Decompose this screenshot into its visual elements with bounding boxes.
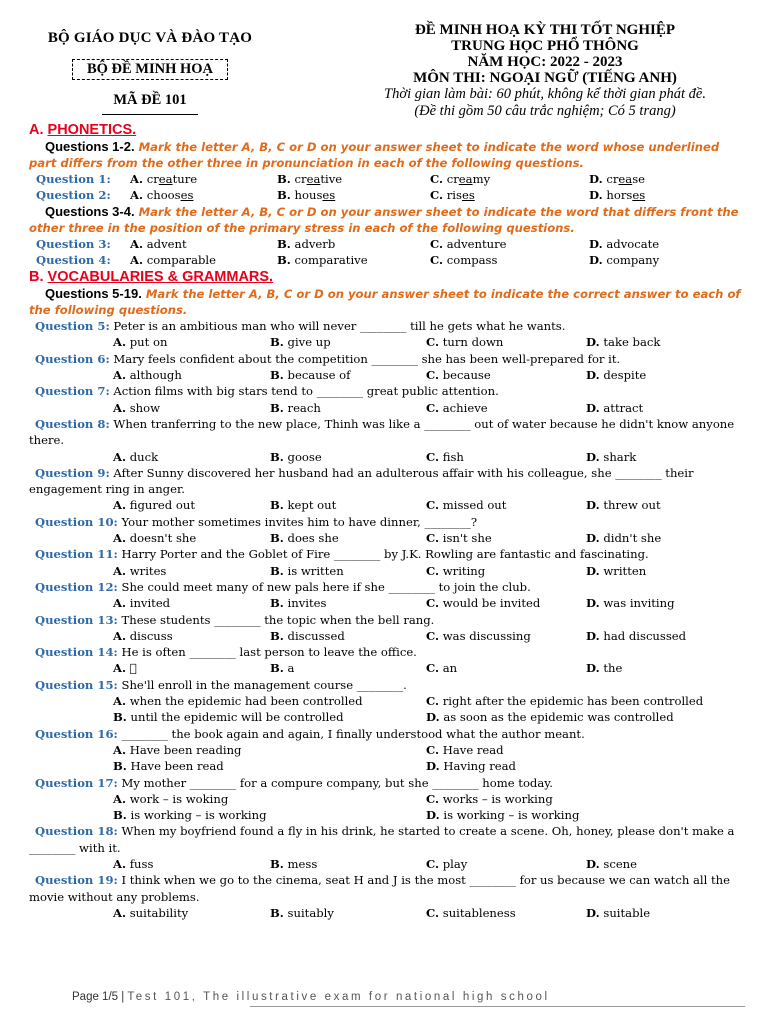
- instruction-5-19: Questions 5-19. Mark the letter A, B, C or D on your answer sheet to indicate the correct answer to each of the following questions.: [29, 286, 741, 318]
- question-stem: Question 13: These students ________ the topic when the bell rang.: [35, 612, 435, 627]
- option-d[interactable]: D. horses: [589, 188, 646, 203]
- option-b[interactable]: B. kept out: [270, 498, 337, 513]
- option-d[interactable]: D. threw out: [586, 498, 661, 513]
- time-limit: Thời gian làm bài: 60 phút, không kể thời gian phát đề.: [384, 86, 706, 102]
- section-b-heading: B. VOCABULARIES & GRAMMARS.: [29, 269, 274, 286]
- option-a[interactable]: A. although: [113, 368, 182, 383]
- page-footer: [72, 991, 752, 1003]
- option-b[interactable]: B. houses: [277, 188, 336, 203]
- question-options: [29, 791, 745, 807]
- option-c[interactable]: C. achieve: [426, 400, 488, 415]
- option-d[interactable]: D. advocate: [589, 236, 660, 251]
- question-block: [29, 546, 745, 579]
- option-c[interactable]: C. missed out: [426, 498, 507, 513]
- option-a[interactable]: A. invited: [113, 596, 171, 611]
- option-b[interactable]: B. suitably: [270, 905, 334, 920]
- question-block: [29, 318, 745, 351]
- question-options: [29, 400, 745, 416]
- exam-title-2: TRUNG HỌC PHỔ THÔNG: [451, 38, 639, 54]
- question-options: [29, 334, 745, 350]
- option-b[interactable]: B. is working – is working: [113, 808, 267, 823]
- option-a[interactable]: A. doesn't she: [113, 531, 197, 546]
- question-options: [29, 758, 745, 774]
- question-block: [29, 726, 745, 775]
- option-d[interactable]: D. company: [589, 252, 660, 267]
- option-a[interactable]: A. figured out: [113, 498, 195, 513]
- question-options: [29, 709, 745, 725]
- option-a[interactable]: A. fuss: [113, 856, 154, 871]
- option-b[interactable]: B. give up: [270, 335, 331, 350]
- question-options: [29, 530, 745, 546]
- option-c[interactable]: C. creamy: [430, 172, 491, 186]
- question-block: [29, 514, 745, 547]
- option-d[interactable]: D. attract: [586, 400, 644, 415]
- option-a[interactable]: A. comparable: [130, 252, 216, 267]
- exam-code: MÃ ĐỀ 101: [113, 92, 187, 108]
- option-d[interactable]: D. scene: [586, 856, 638, 871]
- option-b[interactable]: B. discussed: [270, 628, 345, 643]
- exam-title-1: ĐỀ MINH HOẠ KỲ THI TỐT NGHIỆP: [414, 22, 676, 38]
- ministry-name: BỘ GIÁO DỤC VÀ ĐÀO TẠO: [47, 30, 253, 46]
- exam-set-label: BỘ ĐỀ MINH HOẠ: [72, 59, 228, 80]
- option-a[interactable]: A. put on: [113, 335, 168, 350]
- exam-content: [29, 121, 745, 921]
- code-underline: [102, 114, 198, 115]
- option-c[interactable]: C. right after the epidemic has been controlled: [426, 694, 704, 709]
- question-options: [29, 628, 745, 644]
- question-stem: Question 7: Action films with big stars tend to ________ great public attention.: [35, 384, 499, 399]
- option-c[interactable]: C. fish: [426, 449, 464, 464]
- option-d[interactable]: D. shark: [586, 449, 637, 464]
- question-options: [29, 856, 745, 872]
- question-options: [29, 497, 745, 513]
- option-b[interactable]: B. does she: [270, 531, 339, 546]
- page-number: Page 1/5 |: [72, 991, 128, 1003]
- question-stem: Question 11: Harry Porter and the Goblet of Fire ________ by J.K. Rowling are fantastic and fascinating.: [35, 547, 649, 562]
- question-stem: Question 18: When my boyfriend found a fly in his drink, he started to create a scene. Oh, honey, please don't make a ________ with it.: [29, 824, 735, 855]
- option-b[interactable]: B. adverb: [277, 236, 336, 251]
- option-b[interactable]: B. reach: [270, 400, 321, 415]
- option-c[interactable]: C. because: [426, 368, 491, 383]
- question-options: [29, 742, 745, 758]
- question-2: Question 2: A. chooses B. houses C. rises D. horses: [36, 188, 646, 203]
- option-c[interactable]: C. an: [426, 661, 458, 676]
- question-block: [29, 872, 745, 921]
- option-b[interactable]: B. Have been read: [113, 759, 224, 774]
- question-3: Question 3: A. advent B. adverb C. adventure D. advocate: [36, 236, 660, 251]
- option-c[interactable]: C. was discussing: [426, 628, 531, 643]
- option-a[interactable]: A. work – is woking: [113, 791, 229, 806]
- option-b[interactable]: B. goose: [270, 449, 322, 464]
- option-b[interactable]: B. invites: [270, 596, 327, 611]
- option-a[interactable]: A. when the epidemic had been controlled: [113, 694, 363, 709]
- option-d[interactable]: D. the: [586, 661, 623, 676]
- option-d[interactable]: D. was inviting: [586, 596, 675, 611]
- option-c[interactable]: C. compass: [430, 252, 498, 267]
- option-d[interactable]: D. despite: [586, 368, 647, 383]
- option-c[interactable]: C. would be invited: [426, 596, 541, 611]
- option-a[interactable]: A. discuss: [113, 628, 173, 643]
- question-block: [29, 612, 745, 645]
- exam-note: (Đề thi gồm 50 câu trắc nghiệm; Có 5 trang): [414, 103, 676, 119]
- question-stem: Question 15: She'll enroll in the management course ________.: [35, 677, 407, 692]
- option-b[interactable]: B. until the epidemic will be controlled: [113, 710, 344, 725]
- option-d[interactable]: D. is working – is working: [426, 808, 580, 823]
- option-b[interactable]: B. is written: [270, 563, 344, 578]
- question-stem: Question 9: After Sunny discovered her husband had an adulterous affair with his colleague, she ________ their engagement ring in anger.: [29, 465, 694, 497]
- option-d[interactable]: D. had discussed: [586, 628, 687, 643]
- questions-15-17: [29, 677, 745, 824]
- option-b[interactable]: B. comparative: [277, 252, 368, 267]
- option-d[interactable]: D. Having read: [426, 759, 516, 774]
- question-options: [29, 660, 745, 676]
- option-c[interactable]: C. works – is working: [426, 791, 553, 806]
- option-d[interactable]: D. as soon as the epidemic was controlled: [426, 710, 674, 725]
- instruction-1-2: Questions 1-2. Mark the letter A, B, C or D on your answer sheet to indicate the word whose underlined part differs from the other three in pronunciation in each of the following questions.: [29, 139, 720, 170]
- question-options: [29, 905, 745, 921]
- option-a[interactable]: A. duck: [113, 449, 159, 464]
- question-block: [29, 351, 745, 384]
- question-stem: Question 10: Your mother sometimes invites him to have dinner, ________?: [35, 514, 478, 529]
- question-stem: Question 12: She could meet many of new pals here if she ________ to join the club.: [35, 579, 531, 594]
- question-options: [29, 693, 745, 709]
- questions-18-19: [29, 823, 745, 921]
- question-options: [29, 563, 745, 579]
- option-b[interactable]: B. mess: [270, 856, 318, 871]
- subject: MÔN THI: NGOẠI NGỮ (TIẾNG ANH): [413, 70, 677, 86]
- option-c[interactable]: C. turn down: [426, 335, 504, 350]
- option-a[interactable]: A. show: [113, 400, 161, 415]
- footer-subtitle: Test 101, The illustrative exam for national high school: [127, 991, 550, 1003]
- question-1: Question 1: A. creature B. creative C. creamy D. crease: [36, 172, 646, 186]
- option-d[interactable]: D. written: [586, 563, 647, 578]
- option-d[interactable]: D. take back: [586, 335, 661, 350]
- question-stem: Question 5: Peter is an ambitious man who will never ________ till he gets what he wants.: [35, 319, 566, 334]
- option-a[interactable]: A. creature: [130, 172, 198, 186]
- option-b[interactable]: B. creative: [277, 172, 343, 186]
- section-a-heading: A. PHONETICS.: [29, 122, 137, 138]
- option-c[interactable]: C. rises: [430, 188, 475, 203]
- question-block: [29, 579, 745, 612]
- option-c[interactable]: C. suitableness: [426, 905, 516, 920]
- option-a[interactable]: A. advent: [130, 236, 187, 251]
- option-c[interactable]: C. adventure: [430, 236, 507, 251]
- question-stem: Question 6: Mary feels confident about the competition ________ she has been well-prepared for it.: [35, 351, 621, 366]
- option-a[interactable]: A.: [113, 661, 127, 676]
- question-block: [29, 677, 745, 726]
- question-options: [29, 367, 745, 383]
- option-d[interactable]: D. didn't she: [586, 531, 662, 546]
- option-c[interactable]: C. writing: [426, 563, 486, 578]
- option-a[interactable]: A. writes: [113, 563, 167, 578]
- question-stem: Question 19: I think when we go to the cinema, seat H and J is the most ________ for us because we can watch all the movie without any problems.: [29, 873, 730, 904]
- question-block: [29, 383, 745, 416]
- question-block: [29, 644, 745, 677]
- header-left: [30, 26, 270, 115]
- instruction-3-4: Questions 3-4. Mark the letter A, B, C or D on your answer sheet to indicate the word that differs front the other three in the position of the primary stress in each of the following questions.: [29, 203, 739, 235]
- questions-5-14: [29, 318, 745, 677]
- question-block: [29, 775, 745, 824]
- question-stem: Question 8: When tranferring to the new place, Thinh was like a ________ out of water because he didn't know anyone there.: [29, 416, 735, 448]
- question-stem: Question 14: He is often ________ last person to leave the office.: [35, 645, 417, 660]
- option-b[interactable]: B. a: [270, 661, 295, 676]
- option-c[interactable]: C. isn't she: [426, 531, 492, 546]
- option-c[interactable]: C. Have read: [426, 742, 504, 757]
- question-options: [29, 595, 745, 611]
- question-options: [29, 807, 745, 823]
- header-right: [345, 22, 745, 120]
- question-block: [29, 465, 745, 514]
- question-stem: Question 16: ________ the book again and again, I finally understood what the author meant.: [35, 726, 585, 741]
- option-c[interactable]: C. play: [426, 856, 468, 871]
- option-b[interactable]: B. because of: [270, 368, 351, 383]
- option-d[interactable]: D. crease: [589, 172, 646, 186]
- footer-divider: [250, 1006, 745, 1007]
- question-options: [29, 449, 745, 465]
- option-a[interactable]: A. chooses: [130, 188, 194, 203]
- question-stem: Question 17: My mother ________ for a compure company, but she ________ home today.: [35, 775, 553, 790]
- question-block: [29, 823, 745, 872]
- option-a[interactable]: A. Have been reading: [113, 742, 242, 757]
- option-a[interactable]: A. suitability: [113, 905, 189, 920]
- question-4: Question 4: A. comparable B. comparative C. compass D. company: [36, 252, 660, 267]
- school-year: NĂM HỌC: 2022 - 2023: [467, 54, 623, 70]
- question-block: [29, 416, 745, 465]
- option-d[interactable]: D. suitable: [586, 905, 651, 920]
